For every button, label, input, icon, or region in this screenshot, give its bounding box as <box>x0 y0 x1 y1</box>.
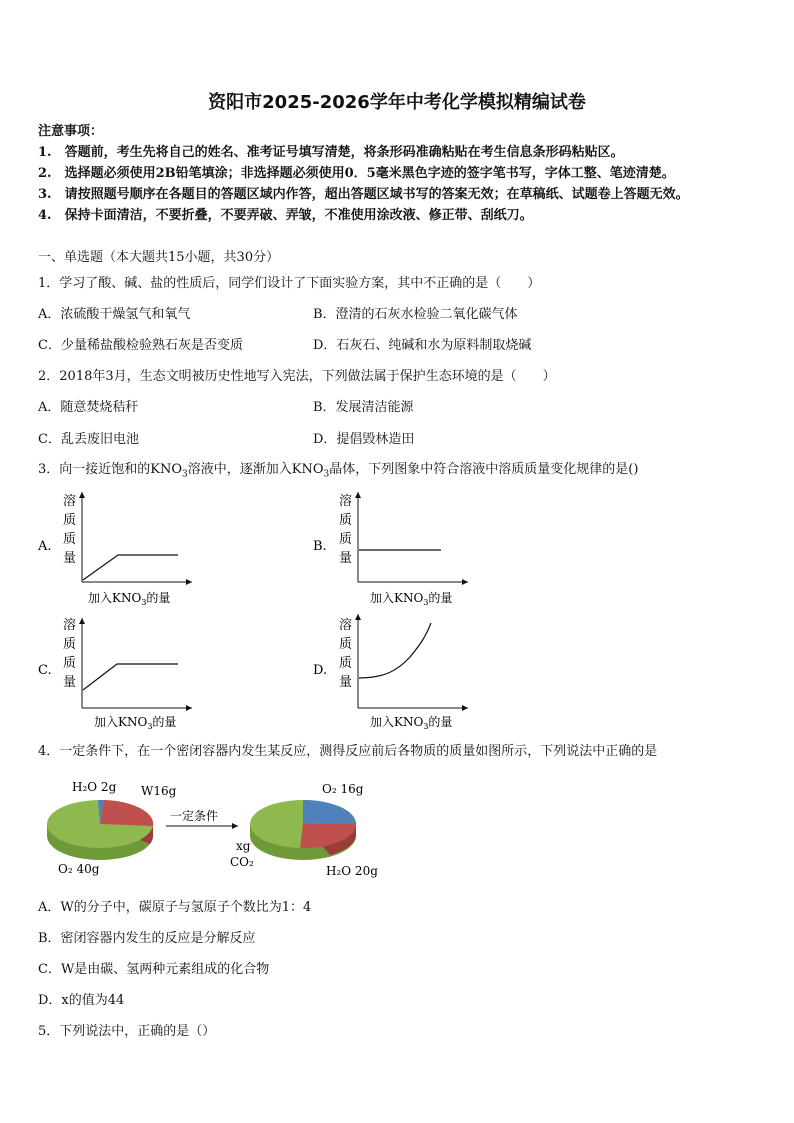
graph-d-xlabel: 加入$KNO_3$的量 <box>370 715 453 731</box>
pie-after-co2-label: CO₂ <box>230 855 254 869</box>
graph-b-ylabel-2: 质 <box>339 513 353 528</box>
graph-b-ylabel-1: 溶 <box>339 494 353 509</box>
graph-b-ylabel-3: 质 <box>339 532 353 547</box>
graph-b-xlabel: 加入$KNO_3$的量 <box>370 591 453 607</box>
graph-d <box>313 614 468 731</box>
graph-b-ylabel-4: 量 <box>339 551 353 566</box>
q4-option-c: C．W是由碳、氢两种元素组成的化合物 <box>38 962 270 977</box>
q1-option-c: C．少量稀盐酸检验熟石灰是否变质 <box>38 338 243 353</box>
notice-item-2: 2. 选择题必须使用2B铅笔填涂；非选择题必须使用0．5毫米黑色字迹的签字笔书写，字体工整、笔迹清楚。 <box>38 166 675 181</box>
graph-a-ylabel-4: 量 <box>63 551 77 566</box>
graph-c <box>38 617 192 731</box>
pie-after-o2-slice <box>303 800 356 824</box>
q3-stem: 3．向一接近饱和的$KNO_3$溶液中，逐渐加入$KNO_3$晶体，下列图象中符合溶液中溶质质量变化规律的是() <box>38 462 639 480</box>
page-title: 资阳市2025-2026学年中考化学模拟精编试卷 <box>208 92 586 113</box>
q1-option-d: D．石灰石、纯碱和水为原料制取烧碱 <box>313 338 532 353</box>
graph-b <box>313 492 468 607</box>
graph-b-letter: B. <box>313 539 327 554</box>
graph-d-ylabel-2: 质 <box>339 637 353 652</box>
q4-option-a: A．W的分子中，碳原子与氢原子个数比为1：4 <box>38 900 312 915</box>
graph-c-curve <box>83 664 178 690</box>
graph-d-ylabel-1: 溶 <box>339 618 353 633</box>
graph-a-ylabel-3: 质 <box>63 532 77 547</box>
graph-c-letter: C. <box>38 663 52 678</box>
pie-before-w-slice <box>100 800 153 826</box>
pie-before-w-label: W16g <box>141 784 177 798</box>
graph-d-curve <box>359 623 431 678</box>
pie-after-h2o-label: H₂O 20g <box>326 864 378 878</box>
reaction-arrow <box>166 808 238 826</box>
graph-c-ylabel-1: 溶 <box>63 618 77 633</box>
graph-c-ylabel-3: 质 <box>63 656 77 671</box>
graph-a <box>37 492 192 607</box>
q1-stem: 1．学习了酸、碱、盐的性质后，同学们设计了下面实验方案，其中不正确的是（ ） <box>38 276 541 291</box>
pie-after-o2-label: O₂ 16g <box>322 782 364 796</box>
q1-option-b: B．澄清的石灰水检验二氧化碳气体 <box>313 307 518 322</box>
notice-item-4: 4. 保持卡面清洁，不要折叠，不要弄破、弄皱，不准使用涂改液、修正带、刮纸刀。 <box>38 208 533 223</box>
q2-option-c: C．乱丢废旧电池 <box>38 432 139 447</box>
reaction-condition: 一定条件 <box>170 809 219 823</box>
graph-a-letter: A. <box>38 539 52 554</box>
graph-a-xlabel: 加入$KNO_3$的量 <box>88 591 171 607</box>
notice-item-1: 1. 答题前，考生先将自己的姓名、准考证号填写清楚，将条形码准确粘贴在考生信息条形码粘贴区。 <box>38 145 624 160</box>
pie-after <box>230 782 378 878</box>
q2-stem: 2．2018年3月，生态文明被历史性地写入宪法，下列做法属于保护生态环境的是（ ） <box>38 369 556 384</box>
pie-before-o2-label: O₂ 40g <box>58 862 100 876</box>
q2-option-d: D．提倡毁林造田 <box>313 432 415 447</box>
graph-d-ylabel-3: 质 <box>339 656 353 671</box>
graph-c-xlabel: 加入$KNO_3$的量 <box>94 715 177 731</box>
q2-option-a: A．随意焚烧秸秆 <box>38 400 139 415</box>
q5-stem: 5．下列说法中，正确的是（） <box>38 1024 216 1039</box>
graph-c-ylabel-2: 质 <box>63 637 77 652</box>
pie-before-h2o-label: H₂O 2g <box>72 780 117 794</box>
graph-a-ylabel-2: 质 <box>63 513 77 528</box>
q1-option-a: A．浓硫酸干燥氢气和氧气 <box>38 307 191 322</box>
graph-d-ylabel-4: 量 <box>339 675 353 690</box>
q4-stem: 4．一定条件下，在一个密闭容器内发生某反应，测得反应前后各物质的质量如图所示，下列说法中正确的是 <box>38 744 658 759</box>
q2-option-b: B．发展清洁能源 <box>313 400 414 415</box>
notice-item-3: 3. 请按照题号顺序在各题目的答题区域内作答，超出答题区域书写的答案无效；在草稿纸、试题卷上答题无效。 <box>38 187 689 202</box>
pie-before <box>47 780 177 876</box>
graph-a-ylabel-1: 溶 <box>63 494 77 509</box>
q4-option-d: D．x的值为44 <box>38 993 125 1008</box>
notice-heading: 注意事项： <box>38 124 104 139</box>
graph-d-letter: D. <box>313 663 328 678</box>
graph-c-ylabel-4: 量 <box>63 675 77 690</box>
q4-option-b: B．密闭容器内发生的反应是分解反应 <box>38 931 256 946</box>
graph-a-curve <box>83 555 178 580</box>
section-heading: 一、单选题（本大题共15小题，共30分） <box>38 250 280 265</box>
pie-after-x-label: xg <box>236 839 251 853</box>
